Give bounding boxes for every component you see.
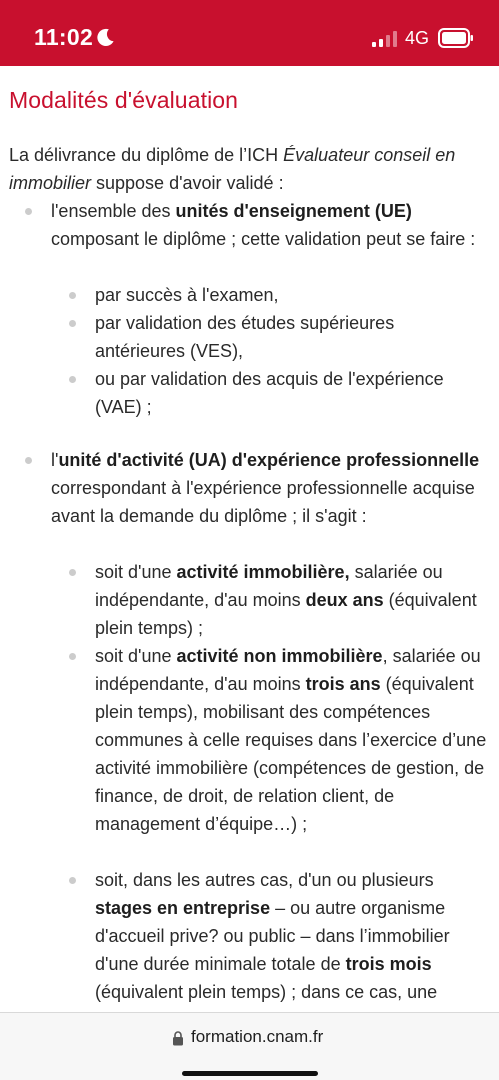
bullet bbox=[69, 376, 76, 383]
page-title: Modalités d'évaluation bbox=[9, 87, 239, 113]
moon-icon bbox=[96, 28, 115, 47]
diploma-name: Évaluateur conseil en immobilier bbox=[9, 145, 456, 193]
home-indicator[interactable] bbox=[182, 1071, 318, 1076]
bullet bbox=[25, 457, 32, 464]
bullet bbox=[25, 208, 32, 215]
network-label: 4G bbox=[405, 28, 430, 48]
bullet bbox=[69, 569, 76, 576]
status-bar bbox=[0, 0, 499, 66]
bullet bbox=[69, 653, 76, 660]
intro-paragraph: La délivrance du diplôme de l’ICH Évaluateur conseil en immobilier suppose d'avoir validé : bbox=[9, 145, 456, 193]
battery-icon bbox=[438, 28, 474, 48]
page-content[interactable] bbox=[0, 66, 499, 1012]
status-time: 11:02 bbox=[34, 24, 94, 50]
list-item-stages: soit, dans les autres cas, d'un ou plusieurs stages en entreprise – ou autre organisme d'accueil prive? ou public – dans l’immobilier d'une durée minimale totale de trois mois (équivalent plein temps) ; dans ce cas, une bbox=[95, 866, 492, 1006]
lock-icon bbox=[172, 1031, 184, 1046]
list-item-ua: l'unité d'activité (UA) d'expérience professionnelle correspondant à l'expérience professionnelle acquise avant la demande du diplôme ; il s'agit : bbox=[51, 446, 487, 530]
browser-address-bar[interactable] bbox=[0, 1012, 499, 1080]
url-text[interactable]: formation.cnam.fr bbox=[191, 1027, 324, 1046]
list-item-ves: par validation des études supérieures antérieures (VES), bbox=[95, 309, 487, 365]
bullet bbox=[69, 877, 76, 884]
list-item-immobiliere: soit d'une activité immobilière, salariée ou indépendante, d'au moins deux ans (équivalent plein temps) ; bbox=[95, 558, 492, 642]
list-item-exam: par succès à l'examen, bbox=[95, 281, 487, 309]
signal-icon bbox=[372, 31, 398, 47]
list-item-non-immobiliere: soit d'une activité non immobilière, salariée ou indépendante, d'au moins trois ans (équivalent plein temps), mobilisant des compétences communes à celle requises dans l’exercice d’une activité immobilière (compétences de gestion, de finance, de droit, de relation client, de management d’équipe…) ; bbox=[95, 642, 492, 838]
list-item-vae: ou par validation des acquis de l'expérience (VAE) ; bbox=[95, 365, 487, 421]
list-item-ue: l'ensemble des unités d'enseignement (UE) composant le diplôme ; cette validation peut se faire : bbox=[51, 197, 487, 253]
bullet bbox=[69, 292, 76, 299]
bullet bbox=[69, 320, 76, 327]
